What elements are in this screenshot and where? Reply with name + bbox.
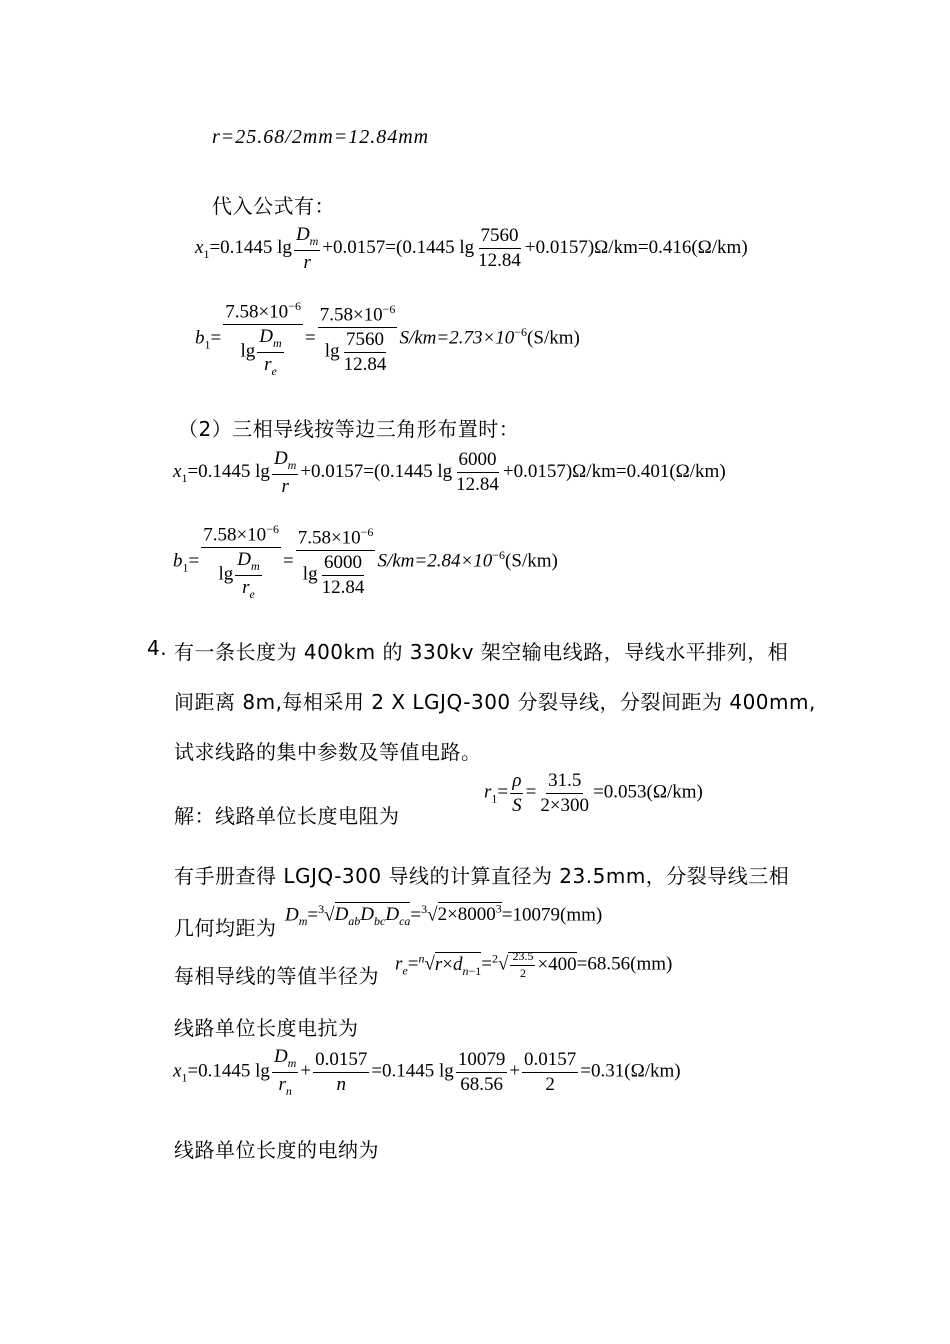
manual-line: 有手册查得 LGJQ-300 导线的计算直径为 23.5mm，分裂导线三相 bbox=[174, 864, 790, 888]
problem-line-2: 间距离 8m,每相采用 2 X LGJQ-300 分裂导线，分裂间距为 400mm, bbox=[174, 690, 816, 714]
x1-formula-2: $x_1=0.1445$ lg $\frac{D_m}{r}$ +0.0157=(0.1445 lg $\frac{6000}{12.84}$ +0.0157)Ω/km=0.401(Ω/km) bbox=[173, 448, 726, 497]
solution-label: 解：线路单位长度电阻为 bbox=[174, 804, 400, 828]
r1-formula: $r_1=$ $\frac{\rho}{S}$ = $\frac{31.5}{2\times 300}$ =0.053(Ω/km) bbox=[484, 770, 703, 816]
x1-formula-3: $x_1=0.1445$ lg $\frac{D_m}{r_n}$ + $\frac{0.0157}{n}$ =0.1445 lg $\frac{10079}{68.56}$ + $\frac{0.0157}{2}$ =0.31(Ω/km) bbox=[173, 1046, 681, 1098]
dm-formula: $D_m=^3√D_{ab}D_{bc}D_{ca}=^3√2\times 8000^3=10079(mm)$ bbox=[285, 902, 603, 929]
substitute-label: 代入公式有： bbox=[212, 194, 335, 218]
section-2-heading: （2）三相导线按等边三角形布置时： bbox=[178, 417, 520, 441]
geo-mean-label: 几何均距为 bbox=[174, 916, 277, 940]
b1-formula-2: $b_1=$ $7.58\times 10^{-6}$ lg $\frac{D_m}{r_e}$ = $7.58\times 10^{-6}$ lg $\frac{6000}{12.84}$ $S/km=2.84\times 10^{-6}(S/km)$ bbox=[173, 522, 558, 601]
x1-formula-1: $x_1=0.1445$ lg $\frac{D_m}{r}$ +0.0157=(0.1445 lg $\frac{7560}{12.84}$ +0.0157)Ω/km=0.416(Ω/km) bbox=[195, 224, 748, 273]
problem-line-3: 试求线路的集中参数及等值电路。 bbox=[174, 740, 482, 764]
radius-line: r=25.68/2mm=12.84mm bbox=[212, 126, 430, 148]
susceptance-label: 线路单位长度的电纳为 bbox=[174, 1138, 379, 1162]
radius-label: 每相导线的等值半径为 bbox=[174, 964, 379, 988]
problem-number: 4. bbox=[147, 636, 168, 660]
reactance-label: 线路单位长度电抗为 bbox=[174, 1016, 359, 1040]
problem-line-1: 有一条长度为 400km 的 330kv 架空输电线路，导线水平排列，相 bbox=[174, 640, 789, 664]
b1-formula-1: $b_1=$ $7.58\times 10^{-6}$ lg $\frac{D_m}{r_e}$ = $7.58\times 10^{-6}$ lg $\frac{7560}{12.84}$ $S/km=2.73\times 10^{-6}(S/km)$ bbox=[195, 299, 580, 378]
re-formula: $r_e=^n√r\times d_{n-1}=^2√$ $\frac{23.5}{2}$ ×400=68.56(mm) bbox=[395, 949, 673, 980]
